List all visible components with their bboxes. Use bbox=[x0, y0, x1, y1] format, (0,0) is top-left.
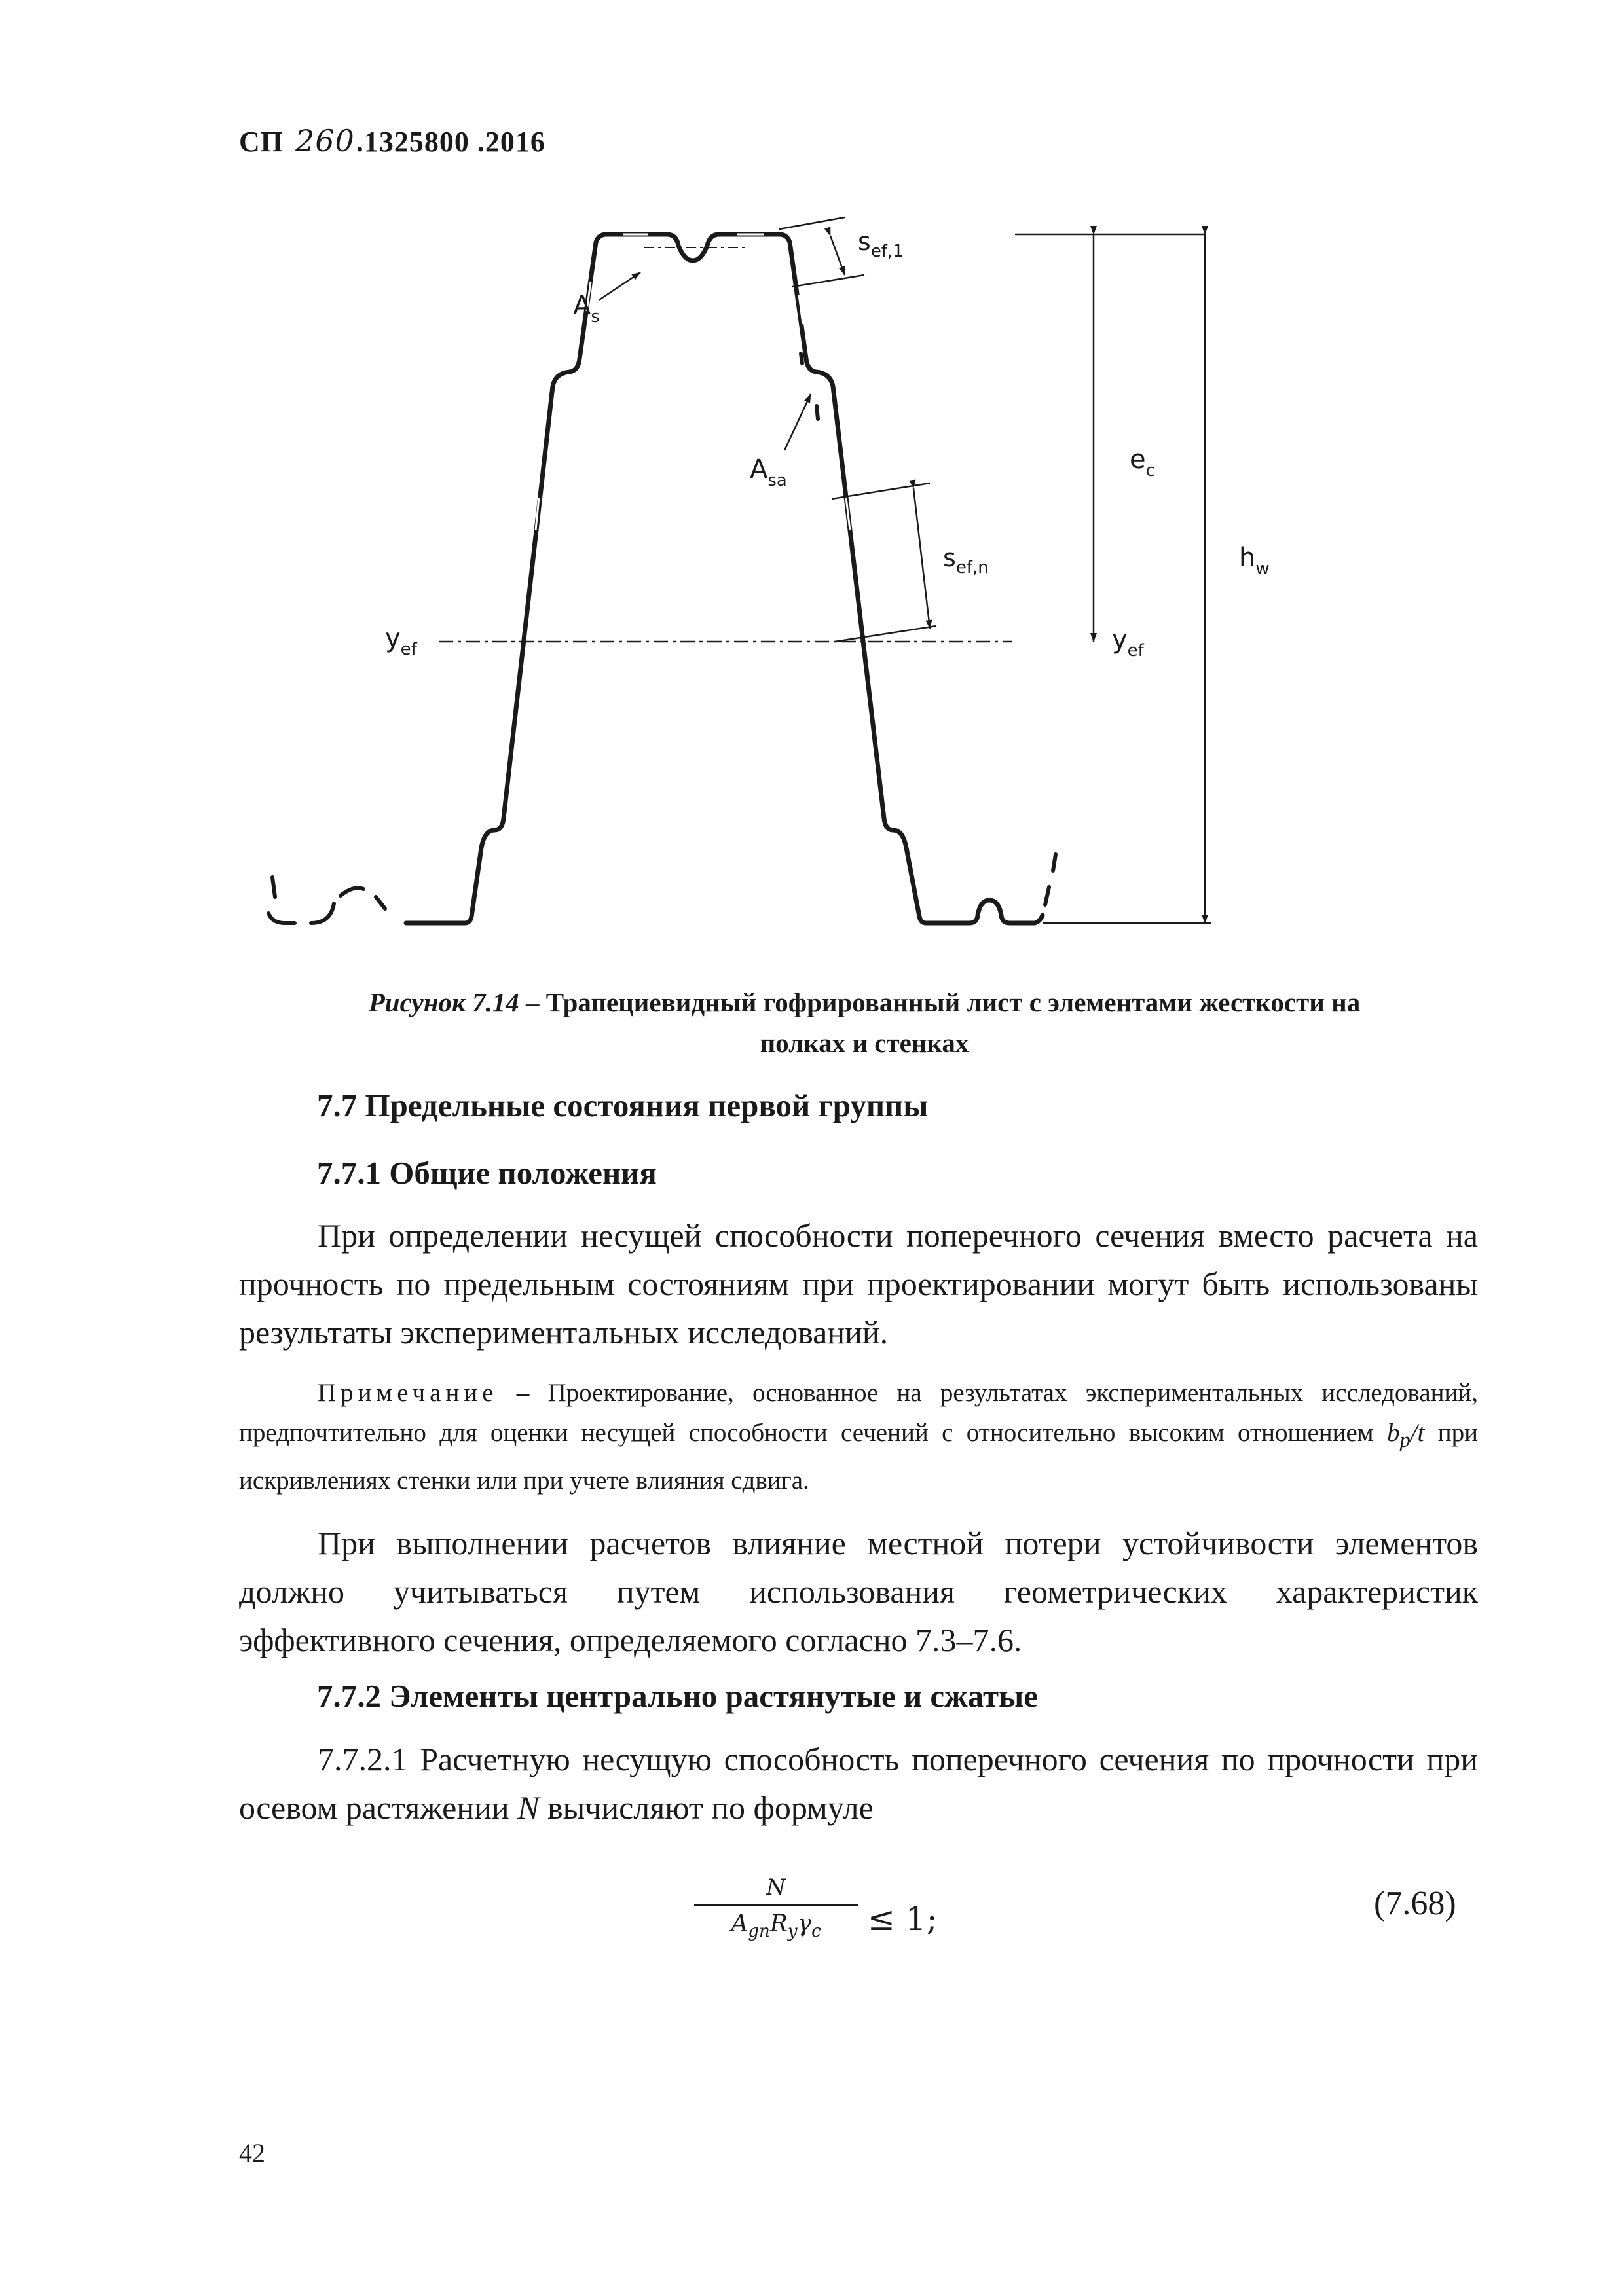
label-a-sa: $A_{sa}$ bbox=[750, 454, 787, 490]
note-paragraph bbox=[239, 1373, 1478, 1501]
label-a-s: $A_s$ bbox=[573, 291, 600, 327]
paragraph-1 bbox=[239, 1211, 1478, 1357]
paragraph-2 bbox=[239, 1519, 1478, 1664]
effective-zone-marks bbox=[536, 234, 850, 530]
equation-number: (7.68) bbox=[1374, 1885, 1456, 1922]
profile-outline bbox=[406, 234, 1043, 923]
label-h-w: $h_w$ bbox=[1239, 543, 1270, 579]
paragraph-2-text: При выполнении расчетов влияние местной потери устойчивости элементов должно учитываться путем использования геометрических характеристик эффективного сечения, определяемого согласно 7.3–7.6. bbox=[239, 1525, 1478, 1658]
note-ratio: $b_p/t$ bbox=[1386, 1419, 1425, 1452]
formula-numerator: N bbox=[766, 1874, 786, 1901]
document-header bbox=[239, 123, 545, 158]
caption-dash: – bbox=[519, 987, 546, 1017]
paragraph-3 bbox=[239, 1735, 1478, 1832]
corrugated-sheet-figure bbox=[249, 210, 1493, 949]
figure-labels bbox=[385, 227, 1270, 661]
note-text-a: Проектирование, основанное на результатах экспериментальных исследований, предпочтительно для оценки несущей способности сечений с относительно высоким отношением bbox=[239, 1379, 1478, 1447]
formula-fraction bbox=[694, 1874, 858, 1946]
label-y-ef-left: $y_{ef}$ bbox=[385, 623, 417, 659]
paragraph-3-text-a: 7.7.2.1 Расчетную несущую способность поперечного сечения по прочности при осевом растяжении bbox=[239, 1741, 1478, 1826]
formula-denominator: $A_{gn}R_y\gamma_c$ bbox=[731, 1910, 821, 1942]
page-number: 42 bbox=[239, 2138, 265, 2168]
caption-line-1 bbox=[249, 982, 1480, 1023]
label-e-c: $e_c$ bbox=[1130, 445, 1155, 481]
header-handwritten-number: 260 bbox=[295, 123, 355, 158]
header-prefix: СП bbox=[239, 126, 284, 158]
paragraph-3-text-b: вычисляют по формуле bbox=[539, 1789, 874, 1826]
note-text-b: при искривлениях стенки или при учете влияния сдвига. bbox=[239, 1419, 1479, 1495]
label-y-ef-right: $y_{ef}$ bbox=[1112, 625, 1144, 661]
label-s-ef1: $s_{ef,1}$ bbox=[858, 227, 904, 261]
dimension-lines bbox=[599, 217, 1211, 923]
section-heading-7-7-1: 7.7.1 Общие положения bbox=[317, 1155, 657, 1191]
label-s-efn: $s_{ef,n}$ bbox=[943, 543, 989, 577]
section-heading-7-7-2: 7.7.2 Элементы центрально растянутые и сжатые bbox=[317, 1678, 1039, 1714]
caption-text-1: Трапециевидный гофрированный лист с элементами жесткости на bbox=[545, 987, 1361, 1017]
section-heading-7-7: 7.7 Предельные состояния первой группы bbox=[317, 1087, 929, 1123]
formula-7-68 bbox=[694, 1874, 969, 1959]
caption-line-2: полках и стенках bbox=[760, 1028, 969, 1058]
axial-force-symbol: N bbox=[517, 1789, 540, 1826]
note-label: Примечание bbox=[318, 1379, 498, 1407]
header-code: .1325800 .2016 bbox=[356, 126, 545, 158]
formula-relation: ≤ 1; bbox=[868, 1900, 938, 1938]
figure-caption bbox=[249, 982, 1480, 1063]
caption-label: Рисунок 7.14 bbox=[368, 987, 519, 1017]
paragraph-1-text: При определении несущей способности поперечного сечения вместо расчета на прочность по предельным состояниям при проектировании могут быть использованы результаты экспериментальных исследований. bbox=[239, 1217, 1478, 1351]
fraction-bar bbox=[694, 1904, 858, 1906]
note-dash: – bbox=[498, 1379, 548, 1407]
